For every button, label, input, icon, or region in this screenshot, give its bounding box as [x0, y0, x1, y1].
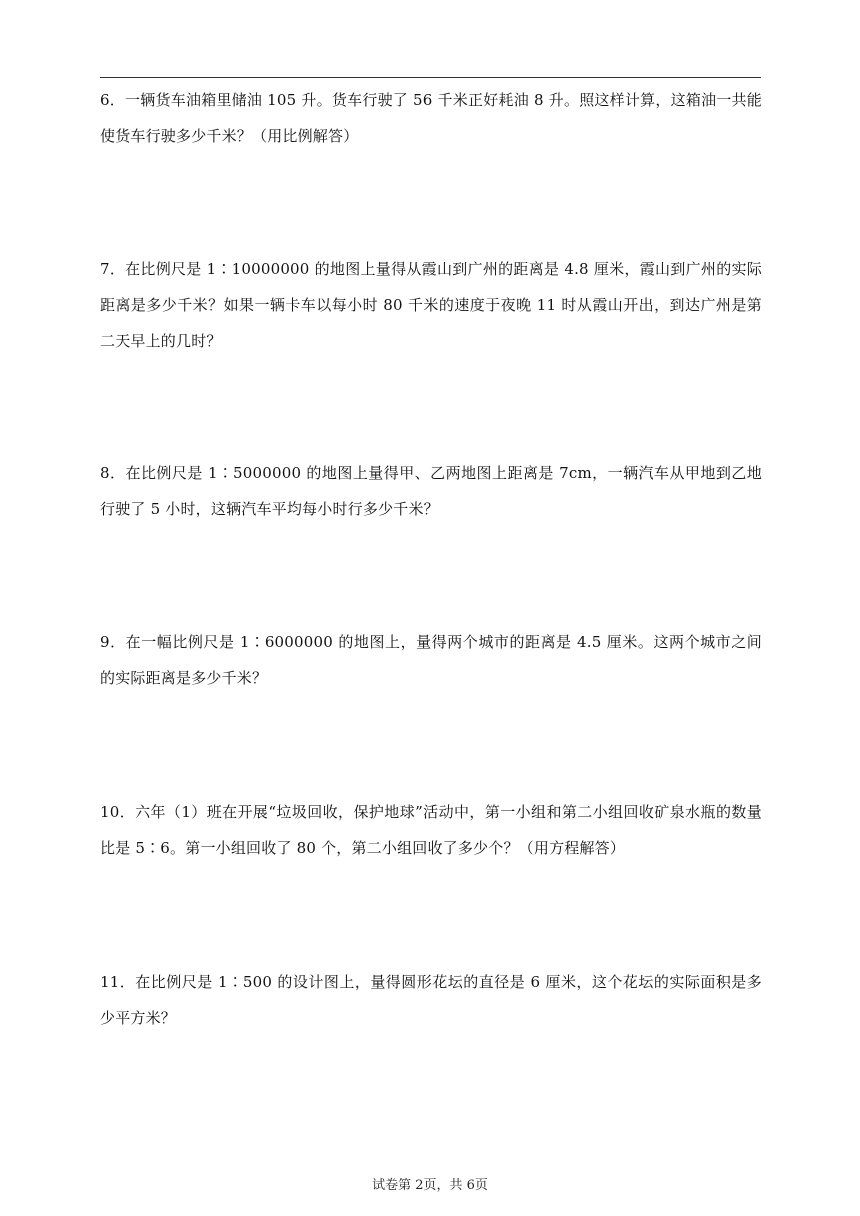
header-rule — [100, 77, 761, 78]
question-9: 9．在一幅比例尺是 1∶6000000 的地图上，量得两个城市的距离是 4.5 厘米。这两个城市之间的实际距离是多少千米？ — [100, 633, 762, 687]
question-10: 10．六年（1）班在开展“垃圾回收，保护地球”活动中，第一小组和第二小组回收矿泉水瓶的数量比是 5∶6。第一小组回收了 80 个，第二小组回收了多少个？（用方程解答） — [100, 803, 762, 857]
question-7: 7．在比例尺是 1∶10000000 的地图上量得从霞山到广州的距离是 4.8 厘米，霞山到广州的实际距离是多少千米？如果一辆卡车以每小时 80 千米的速度于夜晚 11 时从霞山开出，到达广州是第二天早上的几时？ — [100, 260, 762, 350]
page-footer: 试卷第 2页，共 6页 — [372, 1178, 488, 1193]
question-11: 11．在比例尺是 1∶500 的设计图上，量得圆形花坛的直径是 6 厘米，这个花坛的实际面积是多少平方米？ — [100, 973, 762, 1027]
question-6: 6．一辆货车油箱里储油 105 升。货车行驶了 56 千米正好耗油 8 升。照这样计算，这箱油一共能使货车行驶多少千米？（用比例解答） — [100, 91, 762, 145]
question-8: 8．在比例尺是 1∶5000000 的地图上量得甲、乙两地图上距离是 7cm，一辆汽车从甲地到乙地行驶了 5 小时，这辆汽车平均每小时行多少千米？ — [100, 464, 762, 518]
